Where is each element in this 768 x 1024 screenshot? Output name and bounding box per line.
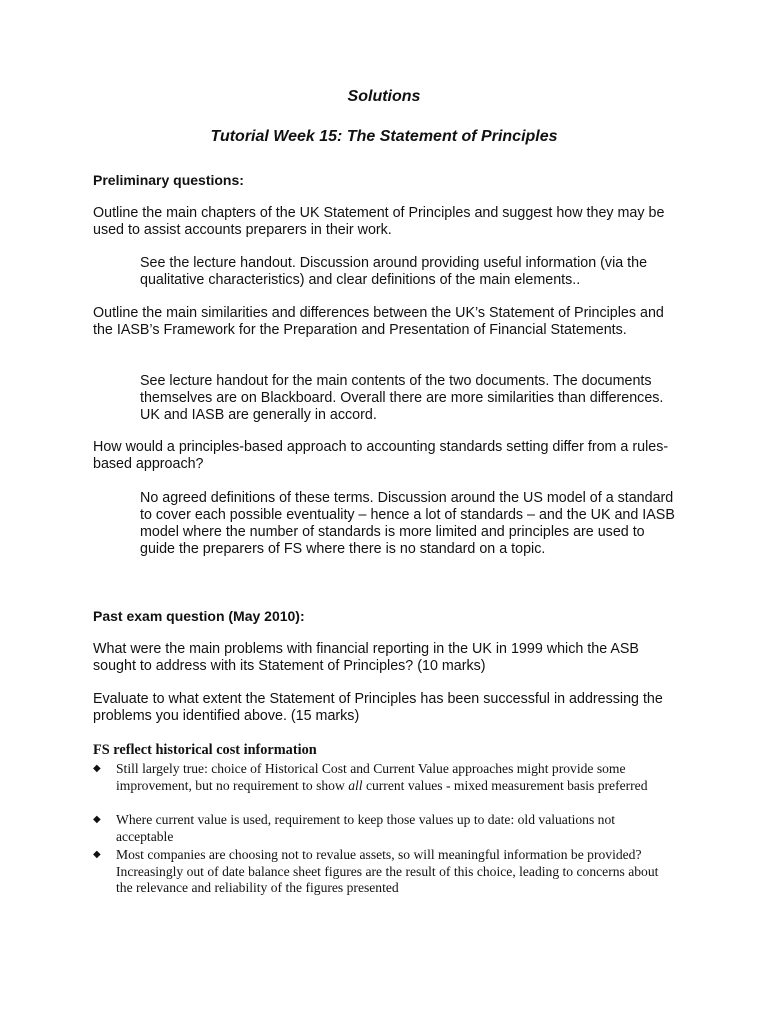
question-1: Outline the main chapters of the UK Statement of Principles and suggest how they may be used to assist accounts preparers in their work.: [93, 205, 665, 238]
list-item-text: Where current value is used, requirement to keep those values up to date: old valuations not acceptable: [116, 812, 616, 844]
question-2: Outline the main similarities and differences between the UK’s Statement of Principles and the IASB’s Framework for the Preparation and Presentation of Financial Statements.: [93, 305, 664, 338]
diamond-bullet-icon: ◆: [93, 814, 101, 825]
diamond-bullet-icon: ◆: [93, 763, 101, 774]
list-item-text: Still largely true: choice of Historical Cost and Current Value approaches might provide some improvement, but no requirement to show all current values - mixed measurement basis preferred: [116, 761, 648, 793]
exam-question-1: What were the main problems with financial reporting in the UK in 1999 which the ASB sought to address with its Statement of Principles? (10 marks): [93, 641, 639, 674]
question-3: How would a principles-based approach to accounting standards setting differ from a rules-based approach?: [93, 439, 669, 472]
list-item: [93, 812, 673, 845]
list-item: [93, 847, 673, 897]
answer-3: No agreed definitions of these terms. Discussion around the US model of a standard to cover each possible eventuality – hence a lot of standards – and the UK and IASB model where the number of standards is more limited and principles are used to guide the preparers of FS where there is no standard on a topic.: [140, 490, 675, 557]
list-item: [93, 761, 673, 794]
fs-section-heading: FS reflect historical cost information: [93, 742, 317, 758]
past-exam-heading: Past exam question (May 2010):: [93, 608, 305, 624]
page-title: Solutions: [347, 88, 421, 105]
answer-2: See lecture handout for the main contents of the two documents. The documents themselves are on Blackboard. Overall there are more similarities than differences. UK and IASB are generally in accord.: [140, 373, 664, 423]
exam-question-2: Evaluate to what extent the Statement of Principles has been successful in addressing the problems you identified above. (15 marks): [93, 691, 663, 724]
list-item-text: Most companies are choosing not to revalue assets, so will meaningful information be provided? Increasingly out of date balance sheet figures are the result of this choice, leading to concerns about the relevance and reliability of the figures presented: [116, 847, 659, 895]
preliminary-heading: Preliminary questions:: [93, 172, 244, 188]
answer-1: See the lecture handout. Discussion around providing useful information (via the qualitative characteristics) and clear definitions of the main elements..: [140, 255, 648, 288]
page-subtitle: Tutorial Week 15: The Statement of Principles: [210, 128, 558, 145]
diamond-bullet-icon: ◆: [93, 849, 101, 860]
